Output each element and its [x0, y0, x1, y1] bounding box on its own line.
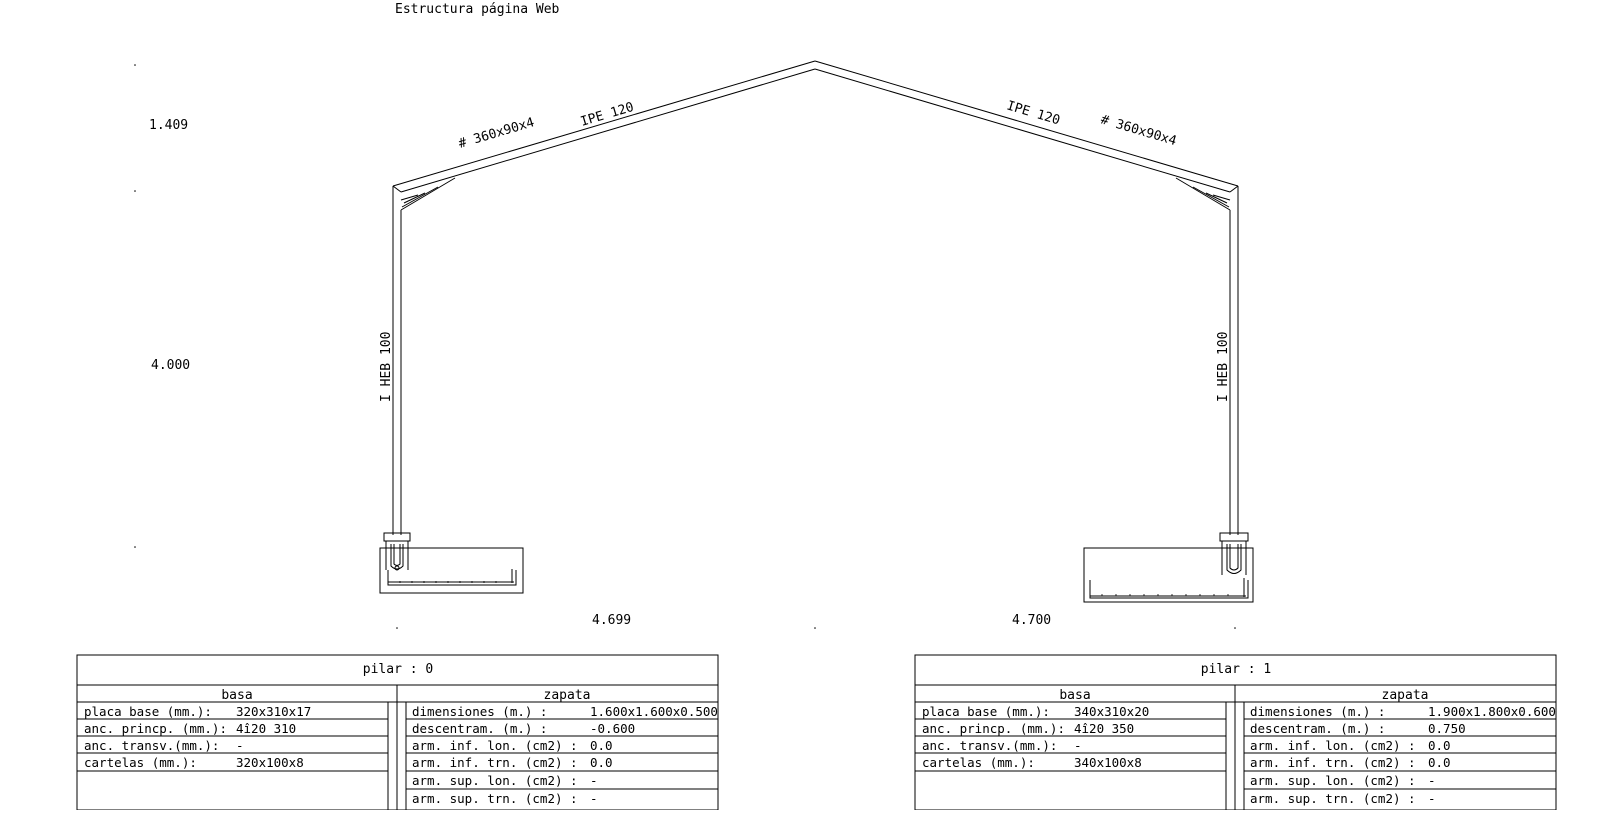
pilar-0-basa-value: 4î20 310: [236, 721, 297, 736]
vertical-dimensions: [134, 64, 190, 548]
pilar-1-zapata-label: arm. sup. lon. (cm2) :: [1250, 773, 1416, 788]
pilar-1-basa-value: 4î20 350: [1074, 721, 1135, 736]
pilar-1-zapata-value: 0.0: [1428, 755, 1451, 770]
pilar-1-zapata-label: descentram. (m.) :: [1250, 721, 1386, 736]
pilar-0-basa-label: cartelas (mm.):: [84, 755, 197, 770]
right-column: [1230, 186, 1238, 535]
right-rafter: [815, 61, 1238, 192]
horizontal-dimensions: [396, 613, 1236, 629]
pilar-1-basa-label: placa base (mm.):: [922, 704, 1050, 719]
pilar-0-basa-value: -: [236, 738, 244, 753]
span-right-dimension: 4.700: [1012, 613, 1052, 628]
pilar-1-basa-label: anc. transv.(mm.):: [922, 738, 1058, 753]
pilar-0-zapata-label: descentram. (m.) :: [412, 721, 548, 736]
pilar-0-zapata-value: 0.0: [590, 738, 613, 753]
pilar-1-header: pilar : 1: [1200, 662, 1272, 677]
pilar-0-zapata-value: 1.600x1.600x0.500: [590, 704, 718, 719]
left-haunch-label: # 360x90x4: [456, 115, 537, 152]
pilar-0-basa-label: placa base (mm.):: [84, 704, 212, 719]
pilar-1-zapata-value: 0.0: [1428, 738, 1451, 753]
pilar-0-basa-title: basa: [221, 688, 253, 703]
pilar-0-zapata-label: arm. inf. lon. (cm2) :: [412, 738, 578, 753]
right-haunch: [1176, 178, 1230, 210]
pilar-1-zapata-label: arm. inf. trn. (cm2) :: [1250, 755, 1416, 770]
pilar-1-zapata-label: arm. inf. lon. (cm2) :: [1250, 738, 1416, 753]
pilar-1-zapata-value: -: [1428, 773, 1436, 788]
pilar-0-zapata-value: -: [590, 791, 598, 806]
pilar-1-basa-title: basa: [1059, 688, 1091, 703]
column-height-dimension: 4.000: [151, 358, 191, 373]
pilar-1-basa-label: anc. princp. (mm.):: [922, 721, 1065, 736]
left-haunch: [401, 178, 455, 210]
pilar-1-zapata-label: dimensiones (m.) :: [1250, 704, 1386, 719]
pilar-1-basa-value: -: [1074, 738, 1082, 753]
pilar-1-zapata-value: 1.900x1.800x0.600: [1428, 704, 1556, 719]
left-column: [393, 186, 401, 535]
pilar-0-basa-value: 320x310x17: [236, 704, 312, 719]
pilar-0-basa-label: anc. transv.(mm.):: [84, 738, 220, 753]
pilar-0-basa-value: 320x100x8: [236, 755, 304, 770]
left-rafter-label: IPE 120: [578, 99, 636, 130]
pilar-0-zapata-value: -0.600: [590, 721, 636, 736]
pilar-0-zapata-label: arm. inf. trn. (cm2) :: [412, 755, 578, 770]
right-footing: [1084, 533, 1253, 602]
pilar-0-zapata-label: arm. sup. lon. (cm2) :: [412, 773, 578, 788]
right-haunch-label: # 360x90x4: [1098, 112, 1179, 150]
pilar-1-zapata-value: -: [1428, 791, 1436, 806]
left-footing: [380, 533, 523, 593]
pilar-1-zapata-value: 0.750: [1428, 721, 1466, 736]
right-rafter-label: IPE 120: [1004, 98, 1062, 129]
pilar-0-zapata-value: -: [590, 773, 598, 788]
rise-dimension: 1.409: [149, 118, 189, 133]
left-column-label: I HEB 100: [379, 331, 394, 402]
left-rafter: [393, 61, 815, 192]
span-left-dimension: 4.699: [592, 613, 632, 628]
pilar-0-header: pilar : 0: [362, 662, 434, 677]
pilar-1-zapata-label: arm. sup. trn. (cm2) :: [1250, 791, 1416, 806]
pilar-0-zapata-title: zapata: [543, 688, 591, 703]
pilar-0-zapata-label: dimensiones (m.) :: [412, 704, 548, 719]
pilar-0-basa-label: anc. princp. (mm.):: [84, 721, 227, 736]
right-column-label: I HEB 100: [1216, 331, 1231, 402]
pilar-1-zapata-title: zapata: [1381, 688, 1429, 703]
pilar-1-basa-value: 340x310x20: [1074, 704, 1150, 719]
pilar-1-basa-label: cartelas (mm.):: [922, 755, 1035, 770]
pilar-1-basa-value: 340x100x8: [1074, 755, 1142, 770]
drawing-title: Estructura página Web: [395, 2, 560, 17]
pilar-0-zapata-label: arm. sup. trn. (cm2) :: [412, 791, 578, 806]
pilar-0-zapata-value: 0.0: [590, 755, 613, 770]
